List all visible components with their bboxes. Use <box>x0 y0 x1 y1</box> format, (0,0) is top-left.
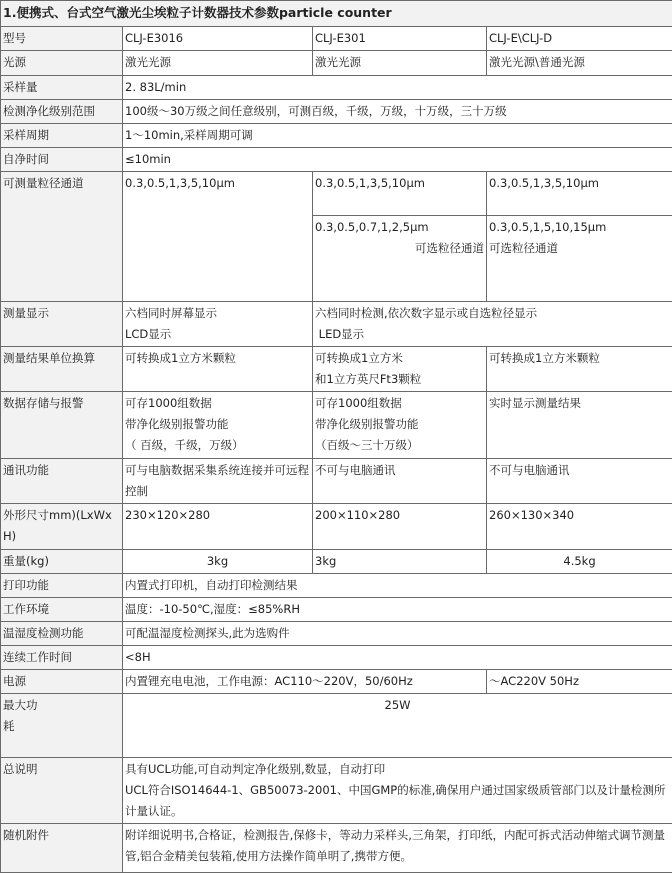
row-label: 检测净化级别范围 <box>1 100 123 124</box>
cell-value: CLJ-E\CLJ-D <box>487 27 672 51</box>
row-label: 可测量粒径通道 <box>1 172 123 302</box>
cell-value: 1～10min,采样周期可调 <box>123 124 672 148</box>
row-label: 电源 <box>1 670 123 694</box>
cell-line: 带净化级别报警功能 <box>315 414 484 435</box>
table-row <box>1 504 672 550</box>
cell-value: 可转换成1立方米颗粒 <box>123 347 313 392</box>
cell-value: 25W <box>123 694 672 758</box>
channel-option: 0.3,0.5,0.7,1,2,5μm <box>315 217 484 238</box>
table-row <box>1 670 672 694</box>
cell-value: 可配温湿度检测探头,此为选购件 <box>123 622 672 646</box>
cell-value: 可与电脑数据采集系统连接并可远程控制 <box>123 459 313 504</box>
row-label: 重量(kg) <box>1 550 123 574</box>
table-title: 1.便携式、台式空气激光尘埃粒子计数器技术参数particle counter <box>1 1 672 27</box>
cell-value <box>313 216 487 302</box>
title-row <box>1 1 672 27</box>
table-row <box>1 172 672 216</box>
channel-option-note: 可选粒径通道 <box>489 238 670 259</box>
row-label: 随机附件 <box>1 824 123 873</box>
cell-value: 实时显示测量结果 <box>487 392 672 459</box>
cell-line: （ 百级，千级，万级） <box>125 435 310 456</box>
row-label: 光源 <box>1 51 123 76</box>
cell-value: 200×110×280 <box>313 504 487 550</box>
cell-value <box>313 392 487 459</box>
cell-value <box>313 347 487 392</box>
cell-line: LED显示 <box>315 324 670 345</box>
cell-value: 内置锂充电电池，工作电源：AC110～220V，50/60Hz <box>123 670 487 694</box>
cell-value: 100级～30万级之间任意级别，可测百级，千级，万级，十万级，三十万级 <box>123 100 672 124</box>
cell-line: 可存1000组数据 <box>315 393 484 414</box>
table-row <box>1 622 672 646</box>
cell-value: 0.3,0.5,1,3,5,10μm <box>487 172 672 216</box>
cell-line: 和1立方英尺Ft3颗粒 <box>315 369 484 390</box>
cell-value: 2. 83L/min <box>123 76 672 100</box>
table-row <box>1 347 672 392</box>
cell-line: LCD显示 <box>125 324 310 345</box>
cell-value: 0.3,0.5,1,3,5,10μm <box>123 172 313 302</box>
table-row <box>1 392 672 459</box>
cell-value: <8H <box>123 646 672 670</box>
table-row <box>1 459 672 504</box>
row-label: 通讯功能 <box>1 459 123 504</box>
cell-line: UCL符合ISO14644-1、GB50073-2001、中国GMP的标准,确保用户通过国家级质管部门以及计量检测所计量认证。 <box>125 780 670 822</box>
cell-line: 六档同时检测,依次数字显示或自选粒径显示 <box>315 303 670 324</box>
row-label: 型号 <box>1 27 123 51</box>
table-row <box>1 694 672 758</box>
cell-value: 激光光源 <box>123 51 313 76</box>
cell-value: ～AC220V 50Hz <box>487 670 672 694</box>
cell-value: 可转换成1立方米颗粒 <box>487 347 672 392</box>
cell-value: 内置式打印机，自动打印检测结果 <box>123 574 672 598</box>
label-line: 最大功 <box>3 695 120 716</box>
cell-value <box>487 216 672 302</box>
row-label: 打印功能 <box>1 574 123 598</box>
table-row <box>1 550 672 574</box>
cell-value: 230×120×280 <box>123 504 313 550</box>
cell-line: 带净化级别报警功能 <box>125 414 310 435</box>
cell-line: 六档同时屏幕显示 <box>125 303 310 324</box>
channel-option-note: 可选粒径通道 <box>315 238 484 259</box>
label-line: 耗 <box>3 716 120 737</box>
row-label: 总说明 <box>1 758 123 824</box>
table-row <box>1 51 672 76</box>
table-row <box>1 124 672 148</box>
row-label <box>1 694 123 758</box>
cell-value: CLJ-E301 <box>313 27 487 51</box>
row-label: 外形尺寸mm)(LxWxH) <box>1 504 123 550</box>
cell-value: 3kg <box>123 550 313 574</box>
cell-value <box>123 392 313 459</box>
cell-value <box>313 302 672 347</box>
row-label: 工作环境 <box>1 598 123 622</box>
cell-value: 3kg <box>313 550 487 574</box>
cell-line: （百级～三十万级） <box>315 435 484 456</box>
row-label: 自净时间 <box>1 148 123 172</box>
table-row <box>1 100 672 124</box>
cell-line: 可转换成1立方米 <box>315 348 484 369</box>
cell-value: CLJ-E3016 <box>123 27 313 51</box>
table-row <box>1 76 672 100</box>
cell-value: 激光光源\普通光源 <box>487 51 672 76</box>
table-row <box>1 646 672 670</box>
row-label: 测量显示 <box>1 302 123 347</box>
table-row <box>1 27 672 51</box>
row-label: 数据存储与报警 <box>1 392 123 459</box>
cell-value: 260×130×340 <box>487 504 672 550</box>
table-row <box>1 574 672 598</box>
cell-value <box>123 302 313 347</box>
table-row <box>1 148 672 172</box>
channel-option: 0.3,0.5,1,5,10,15μm <box>489 217 670 238</box>
cell-value <box>123 758 672 824</box>
row-label: 测量结果单位换算 <box>1 347 123 392</box>
table-row <box>1 824 672 873</box>
cell-value: 0.3,0.5,1,3,5,10μm <box>313 172 487 216</box>
cell-value: 不可与电脑通讯 <box>313 459 487 504</box>
cell-value: 4.5kg <box>487 550 672 574</box>
cell-line: 可存1000组数据 <box>125 393 310 414</box>
table-row <box>1 598 672 622</box>
cell-value: 激光光源 <box>313 51 487 76</box>
cell-line: 具有UCL功能,可自动判定净化级别,数显，自动打印 <box>125 759 670 780</box>
row-label: 采样量 <box>1 76 123 100</box>
row-label: 连续工作时间 <box>1 646 123 670</box>
table-row <box>1 302 672 347</box>
cell-value: 不可与电脑通讯 <box>487 459 672 504</box>
cell-value: ≤10min <box>123 148 672 172</box>
cell-value: 温度：-10-50℃,湿度：≤85%RH <box>123 598 672 622</box>
table-row <box>1 758 672 824</box>
row-label: 温湿度检测功能 <box>1 622 123 646</box>
row-label: 采样周期 <box>1 124 123 148</box>
cell-value: 附详细说明书,合格证，检测报告,保修卡，等动力采样头,三角架，打印纸，内配可拆式活动伸缩式调节测量管,铝合金精美包装箱,使用方法操作简单明了,携带方便。 <box>123 824 672 873</box>
